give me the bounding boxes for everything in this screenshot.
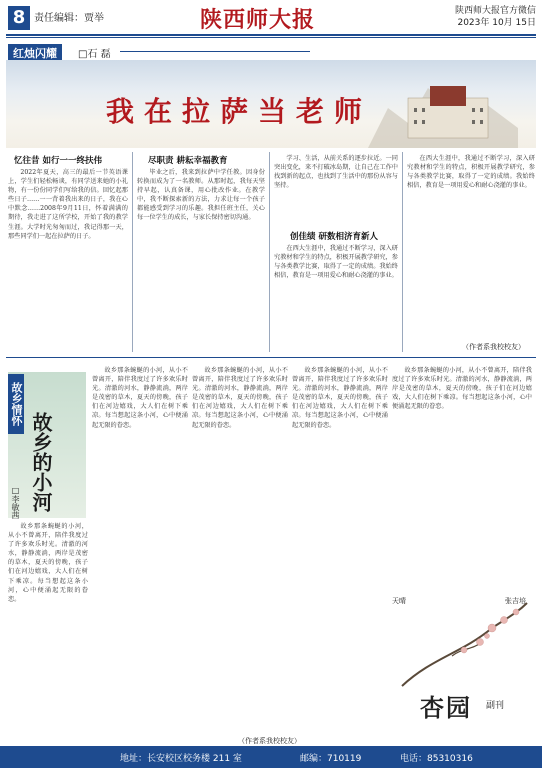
article-text-5: 在西大生涯中，我通过不断学习，深入研究教材和学生的特点，积极开展教学研究，参与各类教学比赛，取得了一定的成绩。我始终相信，教育是一项用爱心和耐心浇灌的事业。 (407, 155, 535, 190)
story-text-3: 故乡那条蜿蜒的小河，从小不曾离开，陪伴我度过了许多欢乐时光。清澈的河水，静静流淌，两岸是茂密的草木，夏天的傍晚，孩子们在河边嬉戏，大人们在树下乘凉。每当想起这条小河，心中便涌起无限的眷恋。 (192, 367, 288, 429)
article-body-5 (407, 154, 535, 340)
footer-phone: 电话：85310316 (400, 754, 473, 764)
story-body-5 (392, 366, 532, 586)
article-text-4: 在西大生涯中，我通过不断学习，深入研究教材和学生的特点，积极开展教学研究，参与各类教学比赛，取得了一定的成绩。我始终相信，教育是一项用爱心和耐心浇灌的事业。 (274, 245, 398, 280)
apricot-blossom-painting (392, 598, 532, 688)
article-heading-2: 尽职责 耕耘幸福教育 (148, 156, 228, 166)
story-text-4: 故乡那条蜿蜒的小河，从小不曾离开，陪伴我度过了许多欢乐时光。清澈的河水，静静流淌，两岸是茂密的草木，夏天的傍晚，孩子们在河边嬉戏，大人们在树下乘凉。每当想起这条小河，心中便涌起无限的眷恋。 (292, 367, 388, 429)
article-text-2: 毕业之后，我来到拉萨中学任教。因身份转换而成为了一名教师。从那时起，我每天坚持早起，认真备课，用心批改作业。在教学中，我不断探索新的方法，力求让每一个孩子都能感受到学习的乐趣。我担任班主任，关心每一位学生的成长，与家长保持密切沟通。 (137, 169, 265, 222)
article-author: □石 磊 (78, 49, 111, 60)
column-tag: 红烛闪耀 (8, 44, 62, 62)
masthead: 陕西师大报 (200, 7, 316, 33)
painting-caption-right: 张吉培 (505, 597, 526, 605)
story-body-3 (192, 366, 288, 740)
banner-title: 我在拉萨当老师 (106, 95, 373, 128)
story-text-2: 故乡那条蜿蜒的小河，从小不曾离开，陪伴我度过了许多欢乐时光。清澈的河水，静静流淌，两岸是茂密的草木，夏天的傍晚，孩子们在河边嬉戏，大人们在树下乘凉。每当想起这条小河，心中便涌起无限的眷恋。 (92, 367, 188, 429)
author-note-2: （作者系我校校友） (238, 737, 301, 745)
header-rule (6, 34, 536, 36)
column-divider (402, 152, 403, 352)
story-text-1: 故乡那条蜿蜒的小河，从小不曾离开，陪伴我度过了许多欢乐时光。清澈的河水，静静流淌，两岸是茂密的草木，夏天的傍晚，孩子们在河边嬉戏，大人们在树下乘凉。每当想起这条小河，心中便涌起无限的眷恋。 (8, 523, 88, 603)
story-body-1 (8, 522, 88, 740)
article-text-3: 学习、生活，从前关系的逐步拉近。一同突出变化，来不打破冰岛期，让自己在工作中找到新的起点，也找到了生活中的那份从容与坚持。 (274, 155, 398, 190)
article-banner (6, 60, 536, 148)
issue-date: 2023年 10月 15日 (457, 18, 536, 28)
author-note-1: （作者系我校校友） (462, 343, 525, 351)
header-info (455, 5, 536, 29)
story-title: 故乡的小河 (29, 412, 53, 512)
article-body-3 (274, 154, 398, 226)
wechat-label: 陕西师大报官方微信 (454, 6, 536, 16)
page-footer (0, 746, 542, 768)
section-divider (6, 357, 536, 358)
article-body-1 (8, 168, 128, 350)
potala-palace-illustration (368, 68, 518, 148)
supplement-subtitle: 副刊 (486, 701, 505, 711)
painting-caption-left: 天晴 (392, 597, 406, 605)
supplement-title: 杏园 (420, 693, 472, 722)
story-author: □李敏茜 (11, 486, 20, 519)
story-text-5: 故乡那条蜿蜒的小河，从小不曾离开，陪伴我度过了许多欢乐时光。清澈的河水，静静流淌，两岸是茂密的草木，夏天的傍晚，孩子们在河边嬉戏，大人们在树下乘凉。每当想起这条小河，心中便涌起无限的眷恋。 (392, 367, 532, 411)
article-text-1: 2022年夏天，高三的最后一节英语课上，学生们轻松畅谈，有同学送来她的小礼物，有一份份同学们写给我的信。回忆起那些日子……一一背着我出来的日子，我在心中默念……2008年9月11日，怀着满满的期待，我走进了这所学校，开始了我的教学生涯。大学时光匆匆而过，我记得那一天，那些同学们一起在拉萨的日子。 (8, 169, 128, 240)
column-divider (132, 152, 133, 352)
article-heading-4: 创佳绩 研数相济育新人 (290, 232, 378, 242)
article-heading-1: 忆往昔 如行一一终扶伟 (14, 156, 102, 166)
tag-rule (120, 51, 310, 52)
header-rule-thin (6, 37, 536, 38)
footer-address: 地址：长安校区校务楼 211 室 (120, 754, 242, 764)
footer-postcode: 邮编：710119 (300, 754, 362, 764)
column-divider (269, 152, 270, 352)
page-number: 8 (8, 6, 30, 30)
editor-credit: 责任编辑：贾举 (34, 13, 104, 24)
section-tag: 故乡情怀 (8, 374, 24, 434)
article-body-4 (274, 244, 398, 350)
article-body-2 (137, 168, 265, 350)
story-body-4 (292, 366, 388, 740)
story-body-2 (92, 366, 188, 740)
